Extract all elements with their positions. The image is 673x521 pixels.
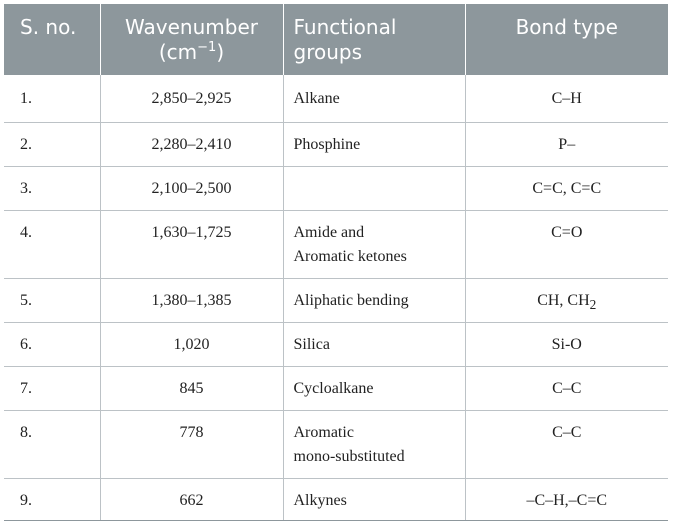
cell-bond-type bbox=[465, 278, 668, 322]
header-wavenumber-label: Wavenumber bbox=[125, 15, 258, 39]
table-header bbox=[4, 4, 668, 75]
cell-sno: 1. bbox=[4, 75, 100, 122]
cell-wavenumber: 2,850–2,925 bbox=[100, 75, 283, 122]
cell-functional-group bbox=[283, 210, 465, 278]
ftir-table bbox=[4, 4, 668, 521]
cell-group-line1: Alkynes bbox=[293, 491, 347, 509]
cell-wavenumber: 845 bbox=[100, 366, 283, 410]
cell-bond-type: C–H bbox=[465, 75, 668, 122]
header-unit-exponent: −1 bbox=[197, 40, 217, 55]
cell-bond-type: –C–H,–C=C bbox=[465, 478, 668, 520]
header-bond-type bbox=[465, 4, 668, 75]
header-unit-close: ) bbox=[216, 40, 225, 64]
header-sno bbox=[4, 4, 100, 75]
cell-functional-group bbox=[283, 166, 465, 210]
cell-functional-group bbox=[283, 322, 465, 366]
table-row bbox=[4, 278, 668, 322]
cell-functional-group bbox=[283, 122, 465, 166]
cell-functional-group bbox=[283, 478, 465, 520]
cell-bond-type: C=O bbox=[465, 210, 668, 278]
table-row bbox=[4, 322, 668, 366]
cell-bond-text: CH, CH bbox=[537, 291, 590, 309]
cell-sno: 3. bbox=[4, 166, 100, 210]
header-functional-line2: groups bbox=[293, 40, 363, 64]
table-row bbox=[4, 210, 668, 278]
cell-sno: 4. bbox=[4, 210, 100, 278]
cell-sno: 6. bbox=[4, 322, 100, 366]
header-sno-label: S. no. bbox=[20, 15, 77, 39]
header-wavenumber-unit bbox=[101, 40, 283, 65]
cell-group-line1: Alkane bbox=[293, 90, 340, 107]
cell-group-line1: Amide and bbox=[293, 223, 365, 241]
cell-wavenumber: 2,100–2,500 bbox=[100, 166, 283, 210]
header-functional-line1: Functional bbox=[293, 15, 397, 39]
cell-group-line2: mono-substituted bbox=[293, 447, 405, 465]
cell-group-line1: Aromatic bbox=[293, 423, 354, 441]
header-unit-open: (cm bbox=[158, 40, 198, 64]
table-row bbox=[4, 410, 668, 478]
cell-wavenumber: 1,380–1,385 bbox=[100, 278, 283, 322]
cell-wavenumber: 778 bbox=[100, 410, 283, 478]
cell-wavenumber: 1,020 bbox=[100, 322, 283, 366]
cell-sno: 8. bbox=[4, 410, 100, 478]
cell-group-line1: Cycloalkane bbox=[293, 379, 374, 397]
table-row bbox=[4, 366, 668, 410]
cell-sno: 5. bbox=[4, 278, 100, 322]
cell-bond-type: Si-O bbox=[465, 322, 668, 366]
cell-sno: 7. bbox=[4, 366, 100, 410]
cell-bond-type: C=C, C=C bbox=[465, 166, 668, 210]
cell-functional-group bbox=[283, 278, 465, 322]
header-functional-groups bbox=[283, 4, 465, 75]
cell-group-line1: Silica bbox=[293, 335, 330, 353]
cell-wavenumber: 1,630–1,725 bbox=[100, 210, 283, 278]
cell-wavenumber: 2,280–2,410 bbox=[100, 122, 283, 166]
cell-wavenumber: 662 bbox=[100, 478, 283, 520]
cell-functional-group bbox=[283, 366, 465, 410]
cell-functional-group bbox=[283, 75, 465, 122]
cell-sno: 9. bbox=[4, 478, 100, 520]
cell-group-line1: Aliphatic bending bbox=[293, 291, 409, 309]
cell-bond-type: C–C bbox=[465, 410, 668, 478]
cell-bond-subscript: 2 bbox=[589, 296, 597, 312]
cell-sno: 2. bbox=[4, 122, 100, 166]
cell-bond-type: P– bbox=[465, 122, 668, 166]
header-row bbox=[4, 4, 668, 75]
header-bond-type-label: Bond type bbox=[515, 15, 618, 39]
header-wavenumber bbox=[100, 4, 283, 75]
cell-group-line1: Phosphine bbox=[293, 135, 361, 153]
table-row bbox=[4, 75, 668, 122]
cell-functional-group bbox=[283, 410, 465, 478]
table-row bbox=[4, 478, 668, 520]
table-body bbox=[4, 75, 668, 520]
cell-bond-type: C–C bbox=[465, 366, 668, 410]
table-row bbox=[4, 122, 668, 166]
cell-group-line2: Aromatic ketones bbox=[293, 247, 407, 265]
table-row bbox=[4, 166, 668, 210]
